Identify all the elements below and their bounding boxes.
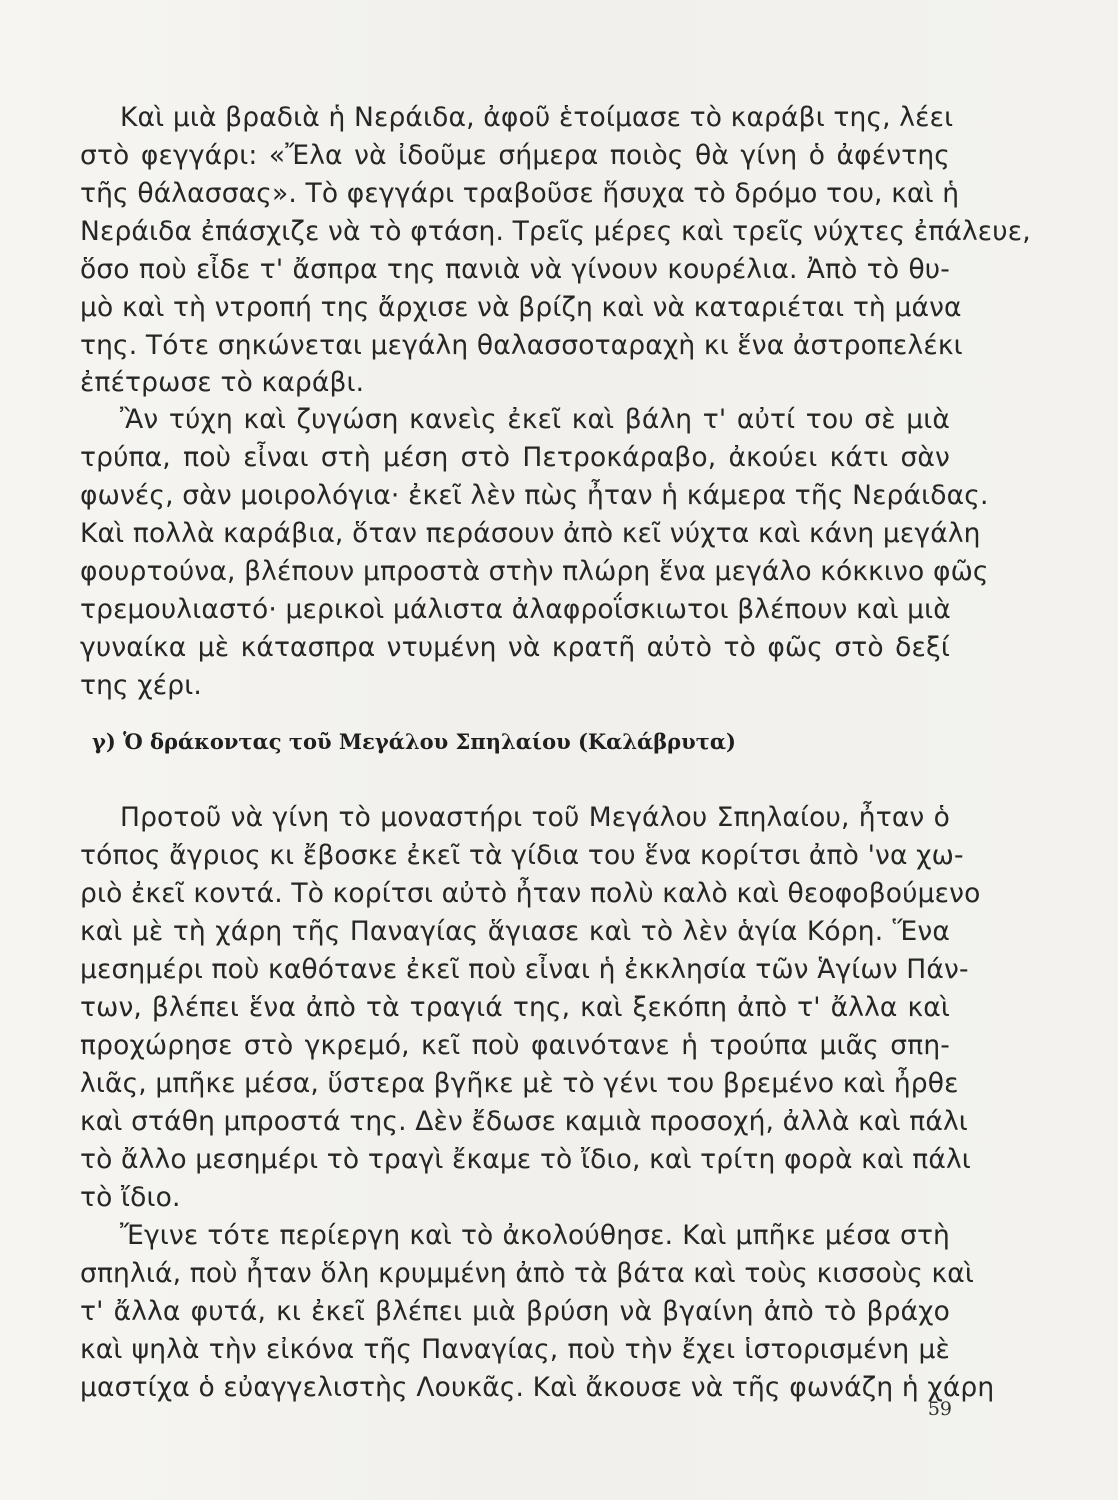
text-line: τόπος ἄγριος κι ἔβοσκε ἐκεῖ τὰ γίδια του ἕνα κορίτσι ἀπὸ 'να χω- [80, 840, 964, 871]
text-line: μεσημέρι ποὺ καθότανε ἐκεῖ ποὺ εἶναι ἡ ἐκκλησία τῶν Ἁγίων Πάν- [80, 954, 969, 985]
text-line: λιᾶς, μπῆκε μέσα, ὕστερα βγῆκε μὲ τὸ γένι του βρεμένο καὶ ἦρθε [80, 1068, 959, 1099]
text-line: της χέρι. [80, 670, 202, 701]
text-line: προχώρησε στὸ γκρεμό, κεῖ ποὺ φαινότανε ἡ τρούπα μιᾶς σπη- [80, 1030, 950, 1061]
text-line: σπηλιά, ποὺ ἦταν ὅλη κρυμμένη ἀπὸ τὰ βάτα καὶ τοὺς κισσοὺς καὶ [80, 1258, 974, 1289]
section-heading: γ) Ὁ δράκοντας τοῦ Μεγάλου Σπηλαίου (Καλάβρυτα) [92, 729, 736, 754]
text-line: τὸ ἄλλο μεσημέρι τὸ τραγὶ ἔκαμε τὸ ἴδιο, καὶ τρίτη φορὰ καὶ πάλι [80, 1144, 971, 1175]
text-line: ὅσο ποὺ εἶδε τ' ἄσπρα της πανιὰ νὰ γίνουν κουρέλια. Ἀπὸ τὸ θυ- [80, 254, 950, 285]
text-line: γυναίκα μὲ κάτασπρα ντυμένη νὰ κρατῆ αὐτὸ τὸ φῶς στὸ δεξί [80, 632, 950, 663]
text-line: φουρτούνα, βλέπουν μπροστὰ στὴν πλώρη ἕνα μεγάλο κόκκινο φῶς [80, 556, 989, 587]
text-line: Προτοῦ νὰ γίνη τὸ μοναστήρι τοῦ Μεγάλου Σπηλαίου, ἦταν ὁ [120, 802, 950, 833]
text-line: μὸ καὶ τὴ ντροπή της ἄρχισε νὰ βρίζη καὶ νὰ καταριέται τὴ μάνα [80, 292, 962, 323]
text-line: καὶ μὲ τὴ χάρη τῆς Παναγίας ἅγιασε καὶ τὸ λὲν ἁγία Κόρη. Ἕνα [80, 916, 950, 947]
text-line: τὸ ἴδιο. [80, 1182, 181, 1213]
text-line: τ' ἄλλα φυτά, κι ἐκεῖ βλέπει μιὰ βρύση νὰ βγαίνη ἀπὸ τὸ βράχο [80, 1296, 950, 1327]
text-line: Καὶ πολλὰ καράβια, ὅταν περάσουν ἀπὸ κεῖ νύχτα καὶ κάνη μεγάλη [80, 518, 981, 549]
text-line: τρεμουλιαστό· μερικοὶ μάλιστα ἀλαφροΐσκιωτοι βλέπουν καὶ μιὰ [80, 594, 951, 625]
text-line: Καὶ μιὰ βραδιὰ ἡ Νεράιδα, ἀφοῦ ἑτοίμασε τὸ καράβι της, λέει [120, 102, 954, 133]
text-line: ριὸ ἐκεῖ κοντά. Τὸ κορίτσι αὐτὸ ἦταν πολὺ καλὸ καὶ θεοφοβούμενο [80, 878, 981, 909]
text-line: ἐπέτρωσε τὸ καράβι. [80, 367, 365, 398]
text-line: μαστίχα ὁ εὐαγγελιστὴς Λουκᾶς. Καὶ ἄκουσε νὰ τῆς φωνάζη ἡ χάρη [80, 1372, 995, 1403]
text-line: καὶ ψηλὰ τὴν εἰκόνα τῆς Παναγίας, ποὺ τὴν ἔχει ἱστορισμένη μὲ [80, 1334, 950, 1365]
text-line: των, βλέπει ἕνα ἀπὸ τὰ τραγιά της, καὶ ξεκόπη ἀπὸ τ' ἄλλα καὶ [80, 992, 950, 1023]
text-line: Ἂν τύχη καὶ ζυγώση κανεὶς ἐκεῖ καὶ βάλη τ' αὐτί του σὲ μιὰ [120, 404, 950, 435]
text-line: φωνές, σὰν μοιρολόγια· ἐκεῖ λὲν πὼς ἦταν ἡ κάμερα τῆς Νεράιδας. [80, 480, 989, 511]
text-line: στὸ φεγγάρι: «Ἔλα νὰ ἰδοῦμε σήμερα ποιὸς θὰ γίνη ὁ ἀφέντης [80, 140, 950, 171]
text-line: Νεράιδα ἐπάσχιζε νὰ τὸ φτάση. Τρεῖς μέρες καὶ τρεῖς νύχτες ἐπάλευε, [80, 216, 1031, 247]
text-line: τῆς θάλασσας». Τὸ φεγγάρι τραβοῦσε ἥσυχα τὸ δρόμο του, καὶ ἡ [80, 178, 960, 209]
text-line: τρύπα, ποὺ εἶναι στὴ μέση στὸ Πετροκάραβο, ἀκούει κάτι σὰν [80, 442, 950, 473]
text-line: Ἔγινε τότε περίεργη καὶ τὸ ἀκολούθησε. Καὶ μπῆκε μέσα στὴ [120, 1220, 950, 1251]
text-line: της. Τότε σηκώνεται μεγάλη θαλασσοταραχὴ κι ἕνα ἀστροπελέκι [80, 330, 963, 361]
page-number: 59 [927, 1398, 952, 1420]
text-line: καὶ στάθη μπροστά της. Δὲν ἔδωσε καμιὰ προσοχή, ἀλλὰ καὶ πάλι [80, 1106, 968, 1137]
